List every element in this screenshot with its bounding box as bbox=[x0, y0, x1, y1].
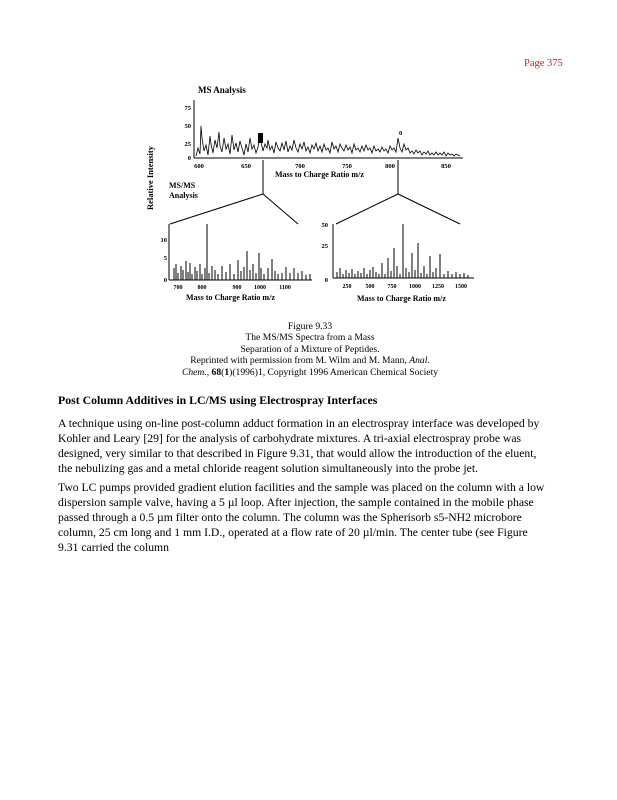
paragraph-line: designed, very similar to that described in Figure 9.31, that would allow the introduction of the eluent, bbox=[58, 447, 537, 461]
paragraph-2 bbox=[58, 480, 573, 555]
left-ytick: 10 bbox=[160, 237, 167, 244]
top-ytick: 0 bbox=[187, 155, 191, 162]
right-pointer-branch-right bbox=[398, 194, 460, 224]
right-msms-spectrum bbox=[337, 224, 468, 278]
caption-issue: 1 bbox=[224, 366, 230, 378]
right-xtick: 500 bbox=[365, 284, 375, 290]
paragraph-line: Two LC pumps provided gradient elution facilities and the sample was placed on the column with a low bbox=[58, 481, 545, 494]
caption-subtitle: Separation of a Mixture of Peptides. bbox=[240, 343, 380, 355]
left-xtick: 1000 bbox=[254, 285, 266, 291]
ms-spectrum-trace bbox=[196, 126, 460, 156]
caption-credit-text: Reprinted with permission from M. Wilm and M. Mann, bbox=[190, 355, 407, 367]
right-pointer-branch-left bbox=[336, 194, 398, 224]
paragraph-line: passed through a 0.5 µm filter onto the column. The column was the Spherisorb s5-NH2 microbore bbox=[58, 511, 522, 525]
paragraph-1 bbox=[58, 416, 573, 476]
top-xtick: 850 bbox=[441, 163, 451, 170]
paragraph-line: A technique using on-line post-column adduct formation in an electrospray interface was developed by bbox=[58, 417, 540, 430]
left-xtick: 1100 bbox=[279, 285, 291, 291]
msms-label-line1: MS/MS bbox=[169, 181, 196, 190]
left-xtick: 900 bbox=[232, 285, 242, 291]
top-xtick: 800 bbox=[385, 163, 395, 170]
right-xtick: 750 bbox=[387, 284, 397, 290]
top-xtick: 650 bbox=[241, 163, 251, 170]
caption-title: The MS/MS Spectra from a Mass bbox=[245, 332, 375, 344]
paragraph-line: dispersion sample valve, having a 5 µl loop. After injection, the sample contained in the mobile phase bbox=[58, 496, 534, 510]
left-msms-spectrum bbox=[174, 224, 310, 280]
right-xtick: 1500 bbox=[455, 284, 467, 290]
ms-analysis-title: MS Analysis bbox=[198, 85, 246, 95]
right-ytick: 25 bbox=[321, 243, 328, 250]
top-marked-peak bbox=[258, 133, 263, 143]
ms-msms-spectra-figure bbox=[140, 78, 480, 318]
caption-paren: ( bbox=[221, 366, 225, 378]
figure-caption bbox=[150, 321, 470, 378]
right-ytick: 0 bbox=[324, 277, 328, 284]
top-ytick: 75 bbox=[184, 105, 191, 112]
top-xtick: 700 bbox=[295, 163, 305, 170]
top-ytick: 25 bbox=[184, 141, 191, 148]
caption-volume: 68 bbox=[211, 366, 222, 378]
right-yticks bbox=[322, 222, 329, 284]
right-xtick: 250 bbox=[342, 284, 352, 290]
right-xtick: 1000 bbox=[409, 284, 421, 290]
y-axis-label: Relative Intensity bbox=[145, 146, 155, 210]
left-yticks bbox=[161, 237, 168, 284]
caption-figure-number: Figure 9.33 bbox=[287, 321, 333, 332]
top-peak-zero-marker: 0 bbox=[399, 130, 403, 137]
left-xtick: 800 bbox=[197, 285, 207, 291]
right-ytick: 50 bbox=[321, 222, 328, 229]
paragraph-line: 9.31 carried the column bbox=[58, 541, 169, 555]
left-xtick: 700 bbox=[173, 285, 183, 291]
right-xtick: 1250 bbox=[432, 284, 444, 290]
top-ytick: 50 bbox=[184, 123, 191, 130]
caption-citation bbox=[150, 367, 470, 378]
section-heading: Post Column Additives in LC/MS using Electrospray Interfaces bbox=[58, 393, 378, 407]
paragraph-line: Kohler and Leary [29] for the analysis of carbohydrate mixtures. A tri-axial electrospray probe was bbox=[58, 432, 522, 446]
paragraph-line: column, 25 cm long and 1 mm I.D., operated at a flow rate of 20 µl/min. The center tube (see Figure bbox=[58, 526, 528, 540]
left-xticks bbox=[174, 285, 291, 291]
caption-credit bbox=[150, 355, 470, 366]
top-yticks bbox=[185, 105, 192, 162]
right-x-axis-label: Mass to Charge Ratio m/z bbox=[357, 294, 446, 303]
left-x-axis-label: Mass to Charge Ratio m/z bbox=[186, 293, 275, 302]
top-xtick: 750 bbox=[342, 163, 352, 170]
paragraph-line: the nebulizing gas and a metal chloride reagent solution simultaneously into the probe jet. bbox=[58, 462, 478, 476]
right-xticks bbox=[343, 284, 468, 290]
caption-journal-cont: Chem., bbox=[181, 366, 210, 378]
left-ytick: 0 bbox=[163, 277, 167, 284]
page-number: Page 375 bbox=[524, 58, 563, 69]
top-x-axis-label: Mass to Charge Ratio m/z bbox=[275, 170, 364, 179]
left-ytick: 5 bbox=[163, 255, 167, 262]
caption-citation-rest: )(1996)1, Copyright 1996 American Chemical Society bbox=[229, 366, 439, 378]
caption-journal: Anal. bbox=[409, 355, 430, 367]
top-xtick: 600 bbox=[194, 163, 204, 170]
msms-label-line2: Analysis bbox=[169, 191, 198, 200]
left-pointer-branch-right bbox=[263, 194, 298, 224]
top-xticks bbox=[194, 163, 451, 170]
